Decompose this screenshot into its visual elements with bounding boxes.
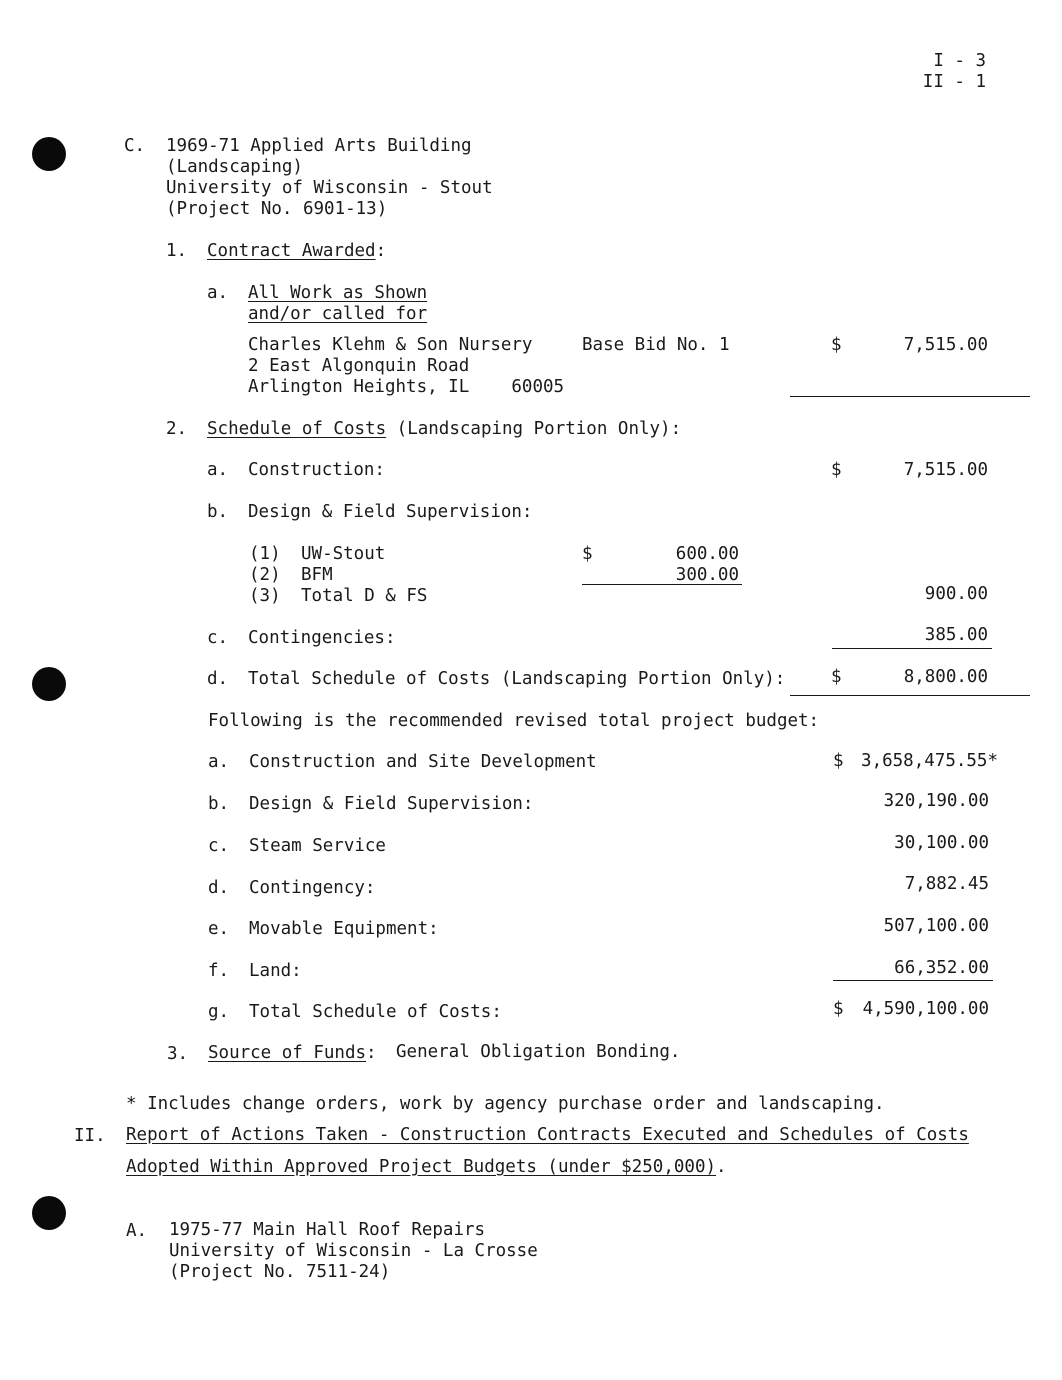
- schedule-heading-suffix: (Landscaping Portion Only):: [386, 419, 682, 439]
- sub-item-1-amount: 600.00: [675, 544, 739, 564]
- revised-e-label: e.: [208, 919, 230, 939]
- funds-heading-line: [208, 1043, 377, 1064]
- revised-intro: Following is the recommended revised total project budget:: [208, 711, 820, 731]
- revised-b-text: Design & Field Supervision:: [249, 794, 534, 814]
- section-a-university: University of Wisconsin - La Crosse: [169, 1241, 538, 1261]
- revised-a-label: a.: [208, 752, 230, 772]
- revised-e-amount: 507,100.00: [883, 916, 989, 936]
- page-number-2: II - 1: [922, 72, 986, 92]
- revised-c-text: Steam Service: [249, 836, 386, 856]
- funds-text: General Obligation Bonding.: [396, 1042, 681, 1062]
- contingencies-rule: [832, 648, 992, 649]
- revised-g-currency: $: [833, 999, 844, 1019]
- section-c-title: 1969-71 Applied Arts Building: [166, 136, 472, 156]
- contract-currency: $: [831, 335, 842, 355]
- section-c-subtitle: (Landscaping): [166, 157, 303, 177]
- funds-num: 3.: [167, 1044, 189, 1064]
- section-ii-line-2: Adopted Within Approved Project Budgets (under $250,000): [126, 1157, 717, 1177]
- schedule-c-text: Contingencies:: [248, 628, 396, 648]
- revised-g-amount: 4,590,100.00: [862, 999, 989, 1019]
- sub-item-2-name: BFM: [301, 565, 333, 585]
- revised-a-currency: $: [833, 751, 844, 771]
- revised-f-label: f.: [208, 961, 230, 981]
- contract-a-line-1: All Work as Shown: [248, 283, 428, 303]
- punch-hole-bottom: [32, 1196, 66, 1230]
- schedule-d-currency: $: [831, 667, 842, 687]
- revised-c-label: c.: [208, 836, 230, 856]
- schedule-b-text: Design & Field Supervision:: [248, 502, 533, 522]
- revised-a-text: Construction and Site Development: [249, 752, 597, 772]
- contract-heading: Contract Awarded: [207, 241, 376, 261]
- sub-item-1-num: (1): [249, 544, 281, 564]
- revised-g-label: g.: [208, 1002, 230, 1022]
- schedule-a-currency: $: [831, 460, 842, 480]
- contractor-city: Arlington Heights, IL 60005: [248, 377, 565, 397]
- schedule-heading: Schedule of Costs: [207, 419, 387, 439]
- section-a-letter: A.: [126, 1221, 148, 1241]
- section-a-title: 1975-77 Main Hall Roof Repairs: [169, 1220, 486, 1240]
- schedule-a-text: Construction:: [248, 460, 385, 480]
- sub-item-3-name: Total D & FS: [301, 586, 428, 606]
- land-rule: [833, 980, 993, 981]
- contract-a-label: a.: [207, 283, 229, 303]
- revised-c-amount: 30,100.00: [894, 833, 989, 853]
- revised-d-amount: 7,882.45: [904, 874, 989, 894]
- schedule-d-text: Total Schedule of Costs (Landscaping Portion Only):: [248, 669, 786, 689]
- section-c-project-no: (Project No. 6901-13): [166, 199, 388, 219]
- revised-b-label: b.: [208, 794, 230, 814]
- schedule-a-label: a.: [207, 460, 229, 480]
- footnote: * Includes change orders, work by agency purchase order and landscaping.: [126, 1094, 885, 1114]
- section-ii-line-1: Report of Actions Taken - Construction Contracts Executed and Schedules of Costs: [126, 1125, 969, 1145]
- section-c-letter: C.: [124, 136, 146, 156]
- sub-items-rule: [582, 584, 742, 585]
- contract-heading-colon: :: [375, 241, 387, 261]
- base-bid-label: Base Bid No. 1: [582, 335, 730, 355]
- revised-d-text: Contingency:: [249, 878, 376, 898]
- contractor-street: 2 East Algonquin Road: [248, 356, 470, 376]
- schedule-d-label: d.: [207, 669, 229, 689]
- schedule-b-label: b.: [207, 502, 229, 522]
- funds-heading-colon: :: [366, 1043, 377, 1063]
- contract-amount: 7,515.00: [903, 335, 988, 355]
- schedule-total-rule: [790, 695, 1030, 696]
- sub-item-1-name: UW-Stout: [301, 544, 386, 564]
- funds-heading: Source of Funds: [208, 1043, 367, 1063]
- sub-item-1-currency: $: [582, 544, 593, 564]
- schedule-num: 2.: [166, 419, 188, 439]
- punch-hole-top: [32, 137, 66, 171]
- contractor-name: Charles Klehm & Son Nursery: [248, 335, 533, 355]
- revised-g-text: Total Schedule of Costs:: [249, 1002, 502, 1022]
- sub-item-3-num: (3): [249, 586, 281, 606]
- schedule-c-label: c.: [207, 628, 229, 648]
- section-ii-line-2-wrap: [126, 1157, 727, 1178]
- revised-a-amount: 3,658,475.55*: [861, 751, 998, 771]
- sub-item-2-amount: 300.00: [675, 565, 739, 585]
- revised-f-text: Land:: [249, 961, 302, 981]
- section-ii-line-2-period: .: [716, 1157, 727, 1177]
- schedule-a-amount: 7,515.00: [903, 460, 988, 480]
- revised-b-amount: 320,190.00: [883, 791, 989, 811]
- revised-e-text: Movable Equipment:: [249, 919, 439, 939]
- contract-num: 1.: [166, 241, 188, 261]
- revised-d-label: d.: [208, 878, 230, 898]
- schedule-c-amount: 385.00: [924, 625, 988, 645]
- sub-item-2-num: (2): [249, 565, 281, 585]
- page-number-1: I - 3: [933, 51, 986, 71]
- contract-heading-line: [207, 241, 386, 262]
- section-a-project-no: (Project No. 7511-24): [169, 1262, 391, 1282]
- section-ii-numeral: II.: [74, 1126, 106, 1146]
- schedule-heading-line: [207, 419, 681, 440]
- contract-rule: [790, 396, 1030, 397]
- contract-a-line-2: and/or called for: [248, 304, 428, 324]
- punch-hole-middle: [32, 667, 66, 701]
- schedule-b-total: 900.00: [924, 584, 988, 604]
- revised-f-amount: 66,352.00: [894, 958, 989, 978]
- section-c-university: University of Wisconsin - Stout: [166, 178, 493, 198]
- schedule-d-amount: 8,800.00: [903, 667, 988, 687]
